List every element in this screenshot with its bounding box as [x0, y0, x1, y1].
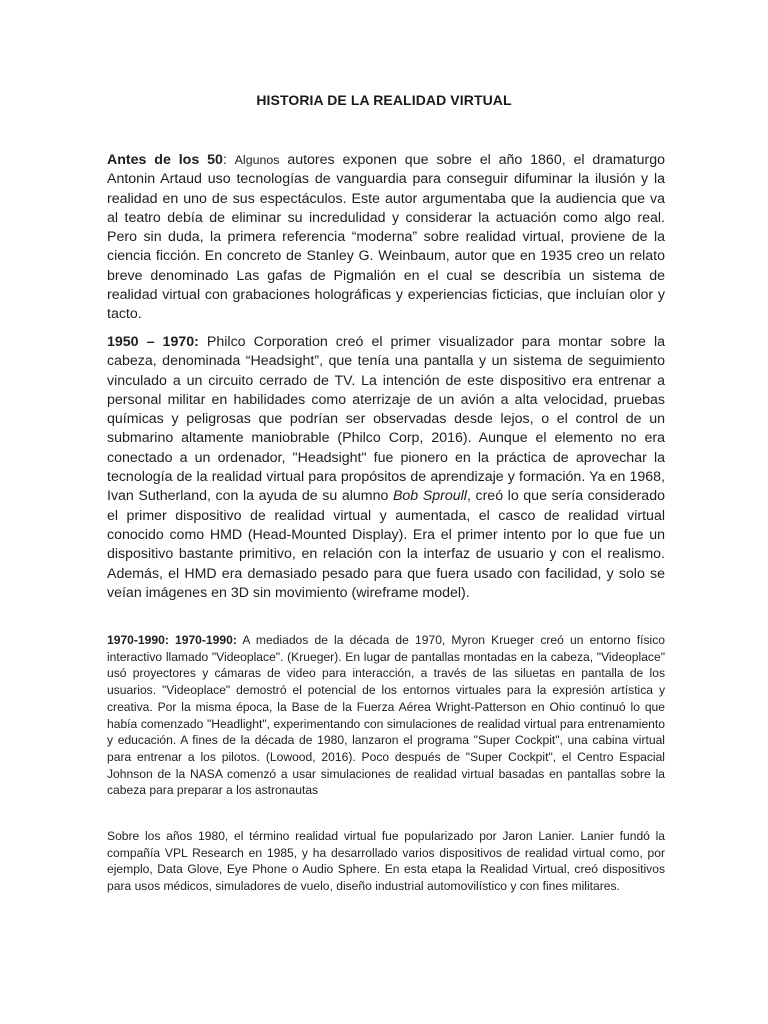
- paragraph-lead: 1950 – 1970:: [107, 334, 199, 350]
- paragraph-colon: :: [222, 152, 235, 168]
- document-title: HISTORIA DE LA REALIDAD VIRTUAL: [256, 92, 512, 108]
- paragraph-text: A mediados de la década de 1970, Myron Krueger creó un entorno físico interactivo llamado "Videoplace". (Krueger). En lugar de pantallas montadas en la cabeza, "Videoplace" usó proyectores y cámaras de video para interacción, a través de las siluetas en pantalla de los usuarios. "Videoplace" demostró el potencial de los entornos virtuales para la expresión artística y creativa. Por la misma época, la Base de la Fuerza Aérea Wright-Patterson en Ohio continuó lo que había comenzado "Headlight", experimentando con simulaciones de realidad virtual para entrenamiento y educación. A fines de la década de 1980, lanzaron el programa "Super Cockpit", una cabina virtual para entrenar a los pilotos. (Lowood, 2016). Poco después de "Super Cockpit", el Centro Espacial Johnson de la NASA comenzó a usar simulaciones de realidad virtual basadas en pantallas sobre la cabeza para preparar a los astronautas: [107, 633, 665, 798]
- paragraph-1950-1970: [107, 333, 665, 603]
- paragraph-before-50s: [107, 151, 665, 325]
- paragraph-text: Philco Corporation creó el primer visualizador para montar sobre la cabeza, denominada “Headsight”, que tenía una pantalla y un sistema de seguimiento vinculado a un circuito cerrado de TV. La intención de este dispositivo era entrenar a personal militar en habilidades como aterrizaje de un avión a alta velocidad, pruebas químicas y peligrosas que podrían ser observadas desde lejos, o el control de un submarino altamente maniobrable (Philco Corp, 2016). Aunque el elemento no era conectado a un ordenador, "Headsight" fue pionero en la práctica de aprovechar la tecnología de la realidad virtual para propósitos de aprendizaje y formación. Ya en 1968, Ivan Sutherland, con la ayuda de su alumno: [107, 334, 666, 505]
- paragraph-lead: 1970-1990: 1970-1990:: [107, 633, 237, 647]
- paragraph-1970-1990: [107, 632, 665, 799]
- paragraph-text: Sobre los años 1980, el término realidad virtual fue popularizado por Jaron Lanier. Lanier fundó la compañía VPL Research en 1985, y ha desarrollado varios dispositivos de realidad virtual como, por ejemplo, Data Glove, Eye Phone o Audio Sphere. En esta etapa la Realidad Virtual, creó dispositivos para usos médicos, simuladores de vuelo, diseño industrial automovilístico y con fines militares.: [107, 829, 665, 894]
- paragraph-italic-name: Bob Sproull: [392, 488, 467, 505]
- paragraph-first-word: Algunos: [234, 153, 280, 167]
- paragraph-text-continued: , creó lo que sería considerado el primer dispositivo de realidad virtual y aumentada, el casco de realidad virtual conocido como HMD (Head-Mounted Display). Era el primer intento por lo que fue un dispositivo bastante primitivo, en relación con la interfaz de usuario y con el realismo. Además, el HMD era demasiado pesado para que fuera usado con facilidad, y solo se veían imágenes en 3D sin movimiento (wireframe model).: [107, 488, 665, 601]
- paragraph-text: autores exponen que sobre el año 1860, el dramaturgo Antonin Artaud uso tecnologías de vanguardia para conseguir difuminar la ilusión y la realidad en uno de sus espectáculos. Este autor argumentaba que la audiencia que va al teatro debía de eliminar su incredulidad y considerar la actuación como algo real. Pero sin duda, la primera referencia “moderna” sobre realidad virtual, proviene de la ciencia ficción. En concreto de Stanley G. Weinbaum, autor que en 1935 creo un relato breve denominado Las gafas de Pigmalión en el cual se describía un sistema de realidad virtual con grabaciones holográficas y experiencias ficticias, que incluían olor y tacto.: [107, 152, 665, 323]
- paragraph-lead: Antes de los 50: [107, 152, 223, 168]
- paragraph-1980s: [107, 828, 665, 895]
